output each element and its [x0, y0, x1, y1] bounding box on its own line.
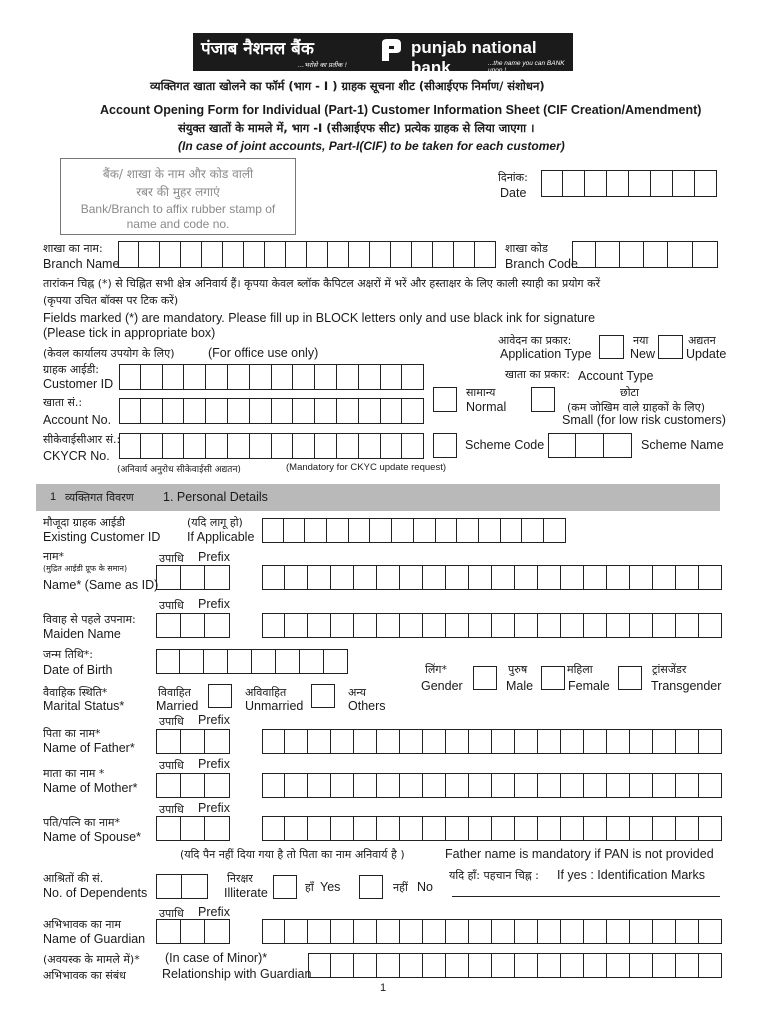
guardian-prefix-label-english: Prefix — [198, 905, 230, 919]
spouse-name-input[interactable] — [262, 816, 722, 841]
spouse-prefix-input[interactable] — [156, 816, 230, 841]
marital-label-english: Marital Status* — [43, 699, 125, 713]
father-prefix-label-hindi: उपाधि — [159, 715, 184, 728]
branch-code-input[interactable] — [572, 241, 718, 268]
no-label-english: No — [417, 880, 433, 894]
marital-unmarried-checkbox[interactable] — [311, 684, 335, 708]
relationship-label-hindi: अभिभावक का संबंध — [43, 969, 126, 982]
illiterate-no-checkbox[interactable] — [359, 875, 383, 899]
married-label-english: Married — [156, 699, 199, 713]
branch-code-label-english: Branch Code — [505, 257, 578, 271]
application-update-checkbox[interactable] — [658, 335, 683, 359]
name-note-hindi: (मुद्रित आईडी प्रूफ के समान) — [43, 564, 128, 573]
update-label-english: Update — [686, 347, 727, 361]
maiden-prefix-label-english: Prefix — [198, 597, 230, 611]
logo-hindi-tagline: ...भरोसे का प्रतीक ! — [298, 61, 348, 69]
transgender-label-english: Transgender — [651, 679, 722, 693]
existing-customer-id-input[interactable] — [262, 518, 566, 543]
instructions-hindi-1: तारांकन चिह्न (*) से चिह्नित सभी क्षेत्र अनिवार्य हैं। कृपया केवल ब्लॉक कैपिटल अक्षरों में भरें और हस्ताक्षर के लिए काली स्याही का प्रयोग करें — [43, 277, 601, 290]
minor-label-hindi: (अवयस्क के मामले में)* — [43, 953, 140, 966]
guardian-prefix-input[interactable] — [156, 919, 230, 944]
female-label-english: Female — [568, 679, 610, 693]
pnb-emblem-icon — [378, 37, 404, 65]
date-label-hindi: दिनांक: — [498, 171, 528, 184]
logo-english-tagline: ...the name you can BANK upon ! — [488, 60, 565, 74]
account-no-label-english: Account No. — [43, 413, 112, 427]
account-no-label-hindi: खाता सं.: — [43, 396, 83, 409]
if-applicable-hindi: (यदि लागू हो) — [187, 516, 243, 529]
transgender-label-hindi: ट्रांसजेंडर — [652, 663, 687, 676]
existing-id-label-english: Existing Customer ID — [43, 530, 161, 544]
application-type-label-english: Application Type — [500, 347, 592, 361]
spouse-label-hindi: पति/पत्नि का नाम* — [43, 816, 120, 829]
stamp-line1-english: Bank/Branch to affix rubber stamp of — [80, 202, 276, 216]
small-note-hindi: (कम जोखिम वाले ग्राहकों के लिए) — [567, 401, 705, 414]
customer-id-label-english: Customer ID — [43, 377, 114, 391]
dependents-label-hindi: आश्रितों की सं. — [43, 872, 104, 885]
office-use-label-english: (For office use only) — [208, 346, 319, 360]
name-prefix-label-english: Prefix — [198, 550, 230, 564]
name-label-english: Name* (Same as ID) — [43, 578, 159, 592]
instructions-english-1: Fields marked (*) are mandatory. Please fill up in BLOCK letters only and use black ink for signature — [43, 311, 596, 325]
mother-prefix-label-english: Prefix — [198, 757, 230, 771]
male-label-english: Male — [506, 679, 534, 693]
section-title-english: 1. Personal Details — [163, 490, 268, 504]
date-input[interactable] — [541, 170, 717, 197]
branch-name-input[interactable] — [118, 241, 496, 268]
name-label-hindi: नाम* — [43, 550, 65, 563]
guardian-name-input[interactable] — [262, 919, 722, 944]
spouse-label-english: Name of Spouse* — [43, 830, 141, 844]
mother-prefix-input[interactable] — [156, 773, 230, 798]
unmarried-label-hindi: अविवाहित — [245, 686, 287, 699]
ckycr-note-hindi: (अनिवार्य अनुरोध सीकेवाईसी अद्यतन) — [117, 465, 241, 475]
name-input[interactable] — [262, 565, 722, 590]
application-type-label-hindi: आवेदन का प्रकार: — [498, 334, 572, 347]
scheme-code-label: Scheme Code — [465, 438, 545, 452]
account-type-normal-checkbox[interactable] — [433, 387, 457, 412]
mother-name-input[interactable] — [262, 773, 722, 798]
account-type-label-hindi: खाता का प्रकार: — [505, 368, 571, 381]
page-number: 1 — [380, 982, 387, 994]
branch-name-label-english: Branch Name — [43, 257, 120, 271]
small-label-hindi: छोटा — [620, 386, 639, 399]
dob-input[interactable] — [156, 649, 348, 674]
illiterate-label-hindi: निरक्षर — [227, 872, 253, 885]
ckycr-label-hindi: सीकेवाईसीआर सं.: — [43, 433, 121, 446]
dob-label-hindi: जन्म तिथि*: — [43, 648, 93, 661]
scheme-name-label: Scheme Name — [641, 438, 724, 452]
update-label-hindi: अद्यतन — [688, 334, 716, 347]
yes-label-english: Yes — [320, 880, 341, 894]
marital-label-hindi: वैवाहिक स्थिति* — [43, 686, 108, 699]
ckycr-label-english: CKYCR No. — [43, 449, 110, 463]
identification-label-english: If yes : Identification Marks — [557, 868, 705, 882]
others-label-english: Others — [348, 699, 386, 713]
branch-name-label-hindi: शाखा का नाम: — [43, 242, 103, 255]
logo-hindi-name: पंजाब नैशनल बैंक — [201, 39, 314, 59]
relationship-guardian-input[interactable] — [308, 953, 722, 978]
illiterate-label-english: Illiterate — [224, 886, 268, 900]
father-prefix-label-english: Prefix — [198, 713, 230, 727]
mother-label-english: Name of Mother* — [43, 781, 138, 795]
maiden-name-input[interactable] — [262, 613, 722, 638]
existing-id-label-hindi: मौजूदा ग्राहक आईडी — [43, 516, 125, 529]
section-number: 1 — [50, 491, 57, 503]
customer-id-input[interactable] — [119, 364, 425, 390]
new-label-english: New — [630, 347, 656, 361]
mother-prefix-label-hindi: उपाधि — [159, 759, 184, 772]
spouse-prefix-label-hindi: उपाधि — [159, 803, 184, 816]
joint-note-english: (In case of joint accounts, Part-I(CIF) to be taken for each customer) — [178, 139, 565, 153]
customer-id-label-hindi: ग्राहक आईडी: — [43, 363, 99, 376]
married-label-hindi: विवाहित — [158, 686, 191, 699]
ckycr-note-english: (Mandatory for CKYC update request) — [286, 462, 446, 473]
unmarried-label-english: Unmarried — [245, 699, 304, 713]
instructions-english-2: (Please tick in appropriate box) — [43, 326, 216, 340]
father-name-input[interactable] — [262, 729, 722, 754]
father-label-english: Name of Father* — [43, 741, 135, 755]
others-label-hindi: अन्य — [348, 686, 367, 699]
joint-note-hindi: संयुक्त खातों के मामले में, भाग -I (सीआईएफ सीट) प्रत्येक ग्राहक से लिया जाएगा । — [178, 121, 535, 135]
title-english: Account Opening Form for Individual (Part-1) Customer Information Sheet (CIF Creation/Amendment) — [100, 103, 702, 117]
branch-code-label-hindi: शाखा कोड — [505, 242, 548, 255]
name-prefix-label-hindi: उपाधि — [159, 552, 184, 565]
identification-marks-input[interactable] — [452, 896, 720, 897]
father-label-hindi: पिता का नाम* — [43, 727, 101, 740]
gender-transgender-checkbox[interactable] — [618, 666, 642, 690]
guardian-prefix-label-hindi: उपाधि — [159, 907, 184, 920]
bank-logo — [193, 33, 573, 77]
scheme-checkbox[interactable] — [433, 433, 457, 458]
female-label-hindi: महिला — [567, 663, 593, 676]
pan-note-english: Father name is mandatory if PAN is not provided — [445, 847, 714, 861]
scheme-code-input[interactable] — [548, 433, 632, 458]
office-use-label-hindi: (केवल कार्यालय उपयोग के लिए) — [43, 347, 175, 360]
section-title-hindi: व्यक्तिगत विवरण — [65, 491, 134, 504]
guardian-label-english: Name of Guardian — [43, 932, 146, 946]
gender-female-checkbox[interactable] — [541, 666, 565, 690]
new-label-hindi: नया — [633, 334, 649, 347]
maiden-name-label-english: Maiden Name — [43, 627, 121, 641]
maiden-prefix-label-hindi: उपाधि — [159, 599, 184, 612]
yes-label-hindi: हाँ — [305, 881, 314, 894]
illiterate-yes-checkbox[interactable] — [273, 875, 297, 899]
maiden-name-label-hindi: विवाह से पहले उपनाम: — [43, 613, 136, 626]
instructions-hindi-2: (कृपया उचित बॉक्स पर टिक करें) — [43, 294, 179, 307]
logo-english-name: punjab national bank — [411, 38, 537, 77]
if-applicable-english: If Applicable — [187, 530, 255, 544]
account-no-input[interactable] — [119, 398, 425, 424]
normal-label-hindi: सामान्य — [466, 386, 496, 399]
maiden-prefix-input[interactable] — [156, 613, 230, 638]
ckycr-no-input[interactable] — [119, 433, 425, 459]
gender-label-hindi: लिंग* — [425, 663, 447, 676]
gender-label-english: Gender — [421, 679, 463, 693]
account-type-label-english: Account Type — [578, 369, 654, 383]
identification-label-hindi: यदि हाँ: पहचान चिह्न : — [449, 869, 539, 882]
account-type-small-checkbox[interactable] — [531, 387, 555, 412]
section-personal-details-header — [36, 484, 720, 511]
dependents-label-english: No. of Dependents — [43, 886, 148, 900]
dob-label-english: Date of Birth — [43, 663, 113, 677]
marital-married-checkbox[interactable] — [208, 684, 232, 708]
stamp-line2-hindi: रबर की मुहर लगाएं — [136, 185, 220, 199]
title-hindi: व्यक्तिगत खाता खोलने का फॉर्म (भाग - I ) ग्राहक सूचना शीट (सीआईएफ निर्माण/ संशोधन) — [150, 79, 545, 93]
name-prefix-input[interactable] — [156, 565, 230, 590]
pan-note-hindi: (यदि पैन नहीं दिया गया है तो पिता का नाम अनिवार्य है ) — [180, 848, 405, 861]
stamp-line2-english: name and code no. — [126, 217, 230, 231]
father-prefix-input[interactable] — [156, 729, 230, 754]
gender-male-checkbox[interactable] — [473, 666, 497, 690]
normal-label-english: Normal — [466, 400, 507, 414]
relationship-label-english: Relationship with Guardian — [162, 967, 312, 981]
date-label-english: Date — [500, 186, 527, 200]
dependents-input[interactable] — [156, 874, 208, 899]
spouse-prefix-label-english: Prefix — [198, 801, 230, 815]
application-new-checkbox[interactable] — [599, 335, 624, 359]
no-label-hindi: नहीं — [393, 881, 408, 894]
stamp-line1-hindi: बैंक/ शाखा के नाम और कोड वाली — [102, 167, 254, 181]
rubber-stamp-area[interactable] — [60, 158, 296, 235]
male-label-hindi: पुरुष — [508, 663, 528, 676]
minor-label-english: (In case of Minor)* — [165, 951, 268, 965]
small-label-english: Small (for low risk customers) — [562, 413, 726, 427]
mother-label-hindi: माता का नाम * — [43, 767, 105, 780]
guardian-label-hindi: अभिभावक का नाम — [43, 918, 121, 931]
